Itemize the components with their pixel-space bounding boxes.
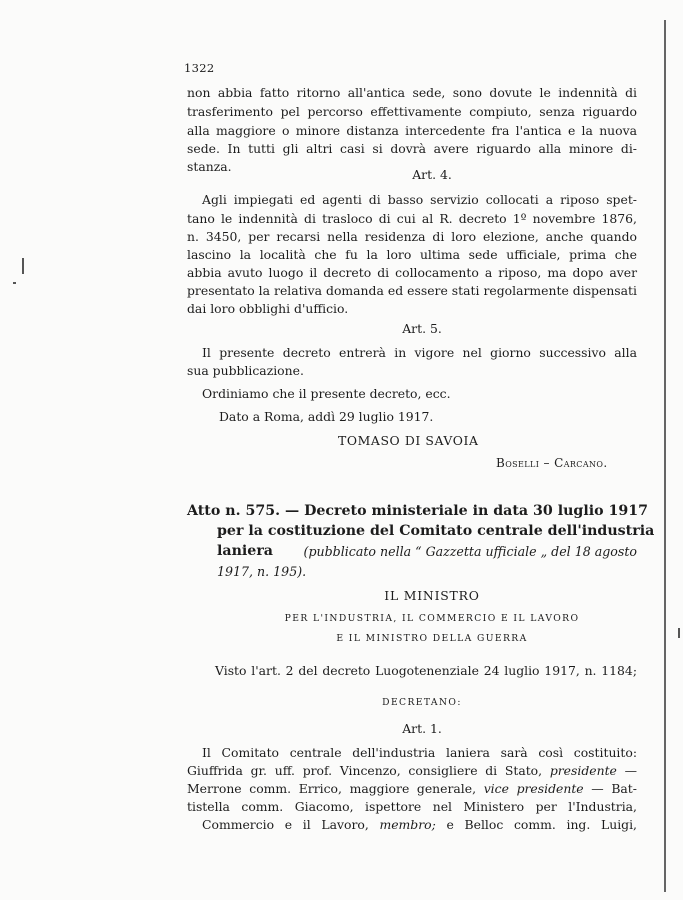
para4-line	[202, 817, 637, 832]
para4-line	[187, 781, 637, 796]
text-run: Giuffrida gr. uff. prof. Vincenzo, consigliere di Stato,	[187, 763, 550, 778]
text-run: Merrone comm. Errico, maggiore generale,	[187, 781, 484, 796]
act-title: Atto n. 575. — Decreto ministeriale in data 30 luglio 1917	[187, 503, 649, 519]
publication-note: 1917, n. 195).	[217, 564, 307, 579]
role-presidente: presidente	[549, 763, 617, 778]
text-run: —	[616, 763, 637, 778]
countersignature: Boselli – Carcano.	[496, 456, 608, 470]
para1-line: non abbia fatto ritorno all'antica sede, sono dovute le indennità di	[187, 85, 637, 100]
para2-line: dai loro obblighi d'ufficio.	[187, 301, 349, 316]
para4-line	[187, 763, 637, 778]
para2-line: presentato la relativa domanda ed essere stati regolarmente dispensati	[187, 283, 637, 298]
act-title: per la costituzione del Comitato centrale dell'industria	[217, 523, 655, 539]
act-title-word: laniera	[217, 543, 273, 559]
role-vice-presidente: vice presidente	[483, 781, 584, 796]
para2-line: tano le indennità di trasloco di cui al R. decreto 1º novembre 1876,	[187, 211, 637, 226]
article-heading: Art. 5.	[402, 321, 442, 336]
role-membro: membro;	[379, 817, 436, 832]
para4-line: tistella comm. Giacomo, ispettore nel Ministero per l'Industria,	[187, 799, 637, 814]
page-number: 1322	[184, 61, 215, 75]
closing-formula: Ordiniamo che il presente decreto, ecc.	[202, 386, 451, 401]
decretano: DECRETANO:	[382, 697, 462, 708]
para1-line: stanza.	[187, 159, 232, 174]
minister-heading: IL MINISTRO	[384, 588, 480, 603]
para1-line: trasferimento pel percorso effettivamente compiuto, senza riguardo	[187, 104, 637, 119]
margin-mark	[22, 258, 24, 274]
minister-subheading: PER L'INDUSTRIA, IL COMMERCIO E IL LAVORO	[284, 613, 580, 624]
article-heading: Art. 1.	[402, 721, 442, 736]
visto-clause: Visto l'art. 2 del decreto Luogotenenziale 24 luglio 1917, n. 1184;	[215, 663, 637, 678]
signature: TOMASO DI SAVOIA	[338, 433, 479, 448]
para2-line: abbia avuto luogo il decreto di collocamento a riposo, ma dopo aver	[187, 265, 637, 280]
publication-note: (pubblicato nella “ Gazzetta ufficiale „ del 18 agosto	[303, 544, 637, 559]
margin-mark	[678, 628, 680, 638]
date-place: Dato a Roma, addì 29 luglio 1917.	[219, 409, 434, 424]
para2-line: lascino la località che fu la loro ultima sede ufficiale, prima che	[187, 247, 637, 262]
text-run: Commercio e il Lavoro,	[202, 817, 380, 832]
text-run: — Bat-	[583, 781, 637, 796]
para2-line: n. 3450, per recarsi nella residenza di loro elezione, anche quando	[187, 229, 637, 244]
act-title-line3	[217, 544, 637, 559]
page-edge-rule	[664, 20, 666, 892]
para1-line: alla maggiore o minore distanza intercedente fra l'antica e la nuova	[187, 123, 637, 138]
article-heading: Art. 4.	[412, 167, 452, 182]
margin-mark	[13, 282, 16, 284]
para4-line: Il Comitato centrale dell'industria laniera sarà così costituito:	[202, 745, 637, 760]
para3-line: sua pubblicazione.	[187, 363, 304, 378]
para3-line: Il presente decreto entrerà in vigore nel giorno successivo alla	[202, 345, 637, 360]
text-run: e Belloc comm. ing. Luigi,	[435, 817, 637, 832]
para2-line: Agli impiegati ed agenti di basso servizio collocati a riposo spet-	[202, 192, 637, 207]
para1-line: sede. In tutti gli altri casi si dovrà avere riguardo alla minore di-	[187, 141, 637, 156]
minister-subheading: E IL MINISTRO DELLA GUERRA	[336, 633, 528, 644]
